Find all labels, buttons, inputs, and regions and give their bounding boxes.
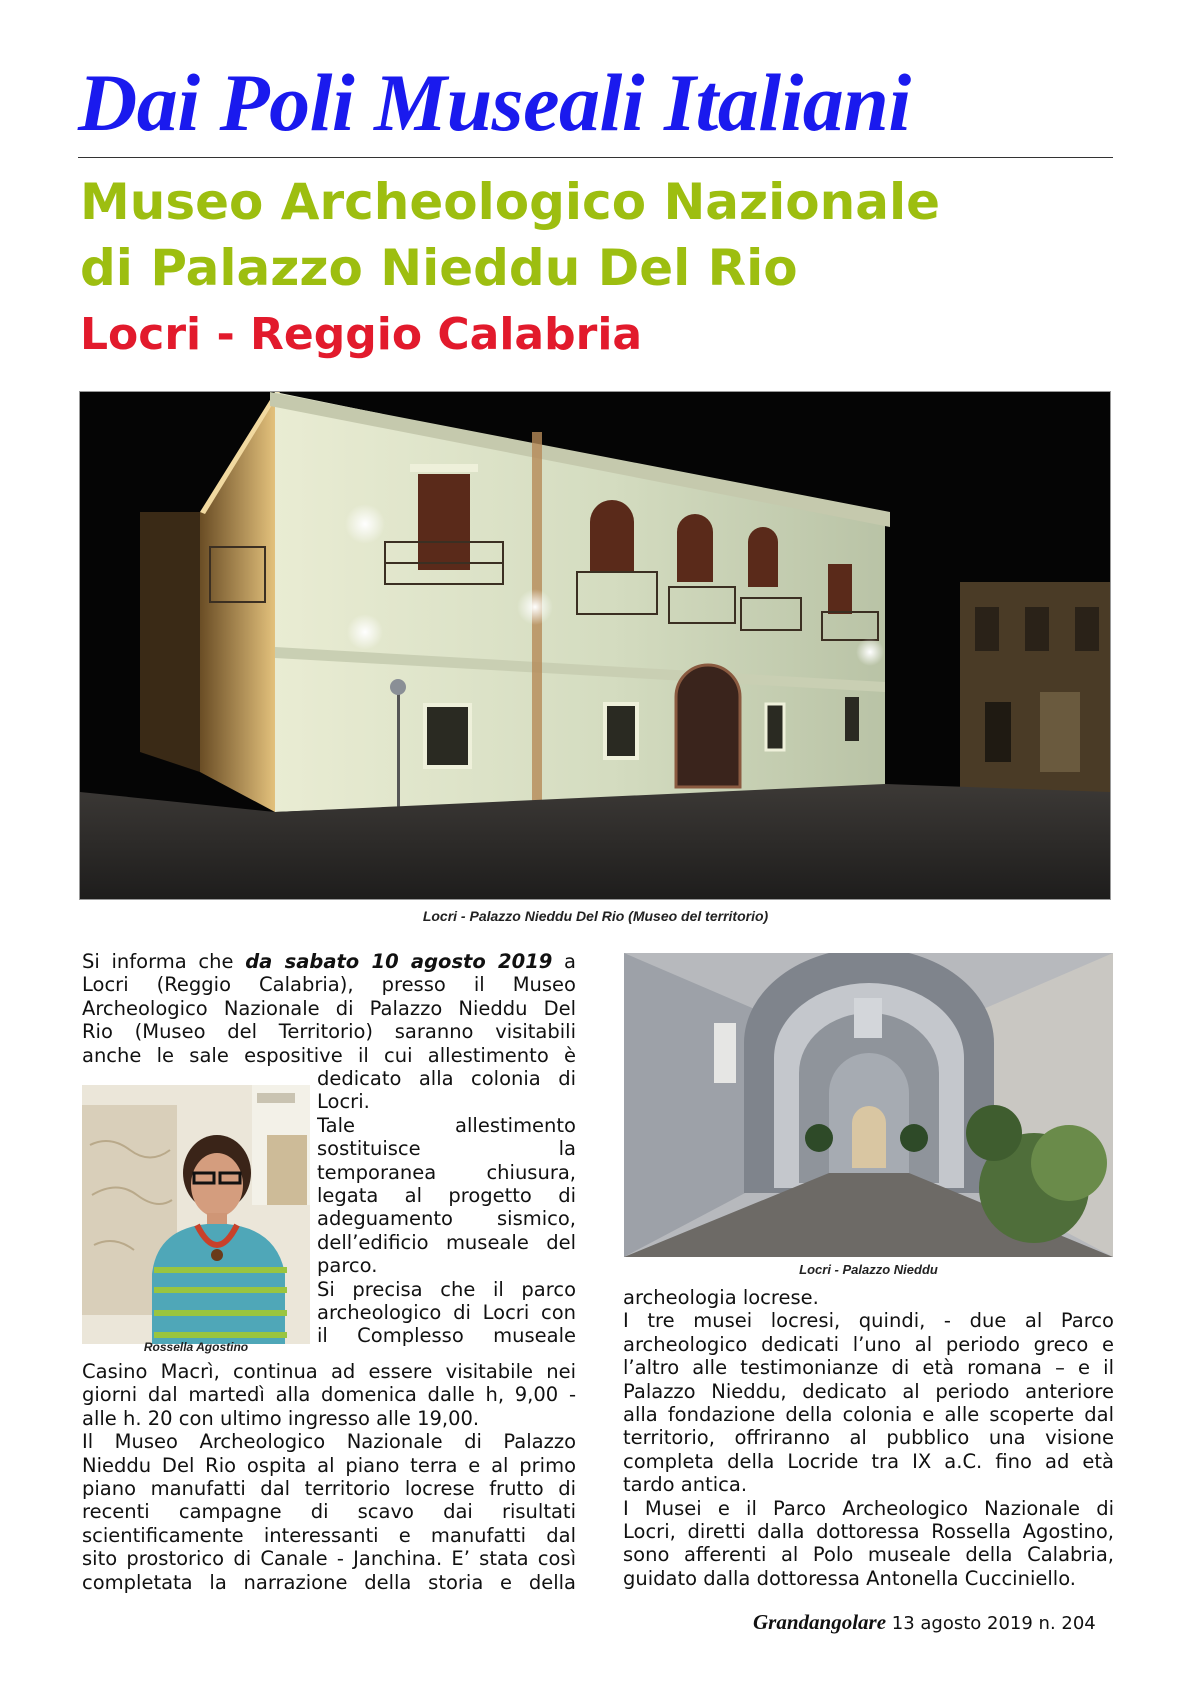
text-line: recenti campagne di scavo dai risultati xyxy=(82,1500,576,1524)
text-line: I tre musei locresi, quindi, - due al Parco xyxy=(623,1309,1114,1333)
text-line: Tale allestimento xyxy=(317,1113,576,1137)
palazzo-nieddu-corridor-photo xyxy=(624,953,1113,1257)
main-photo-caption: Locri - Palazzo Nieddu Del Rio (Museo del territorio) xyxy=(422,908,769,924)
text-line: alla fondazione della colonia e alle scoperte dal xyxy=(623,1402,1114,1426)
text-line: Casino Macrì, continua ad essere visitabile nei xyxy=(82,1360,576,1383)
text-line: Rio (Museo del Territorio) saranno visitabili xyxy=(82,1020,576,1044)
text-line: completata la narrazione della storia e della xyxy=(82,1570,576,1594)
text-line: Palazzo Nieddu, dedicato al periodo anteriore xyxy=(623,1379,1114,1403)
rossella-agostino-photo xyxy=(82,1085,310,1344)
text-line: dell’edificio museale del xyxy=(317,1230,576,1254)
text-line: sono afferenti al Polo museale della Calabria, xyxy=(623,1543,1114,1567)
text-line: il Complesso museale xyxy=(317,1324,576,1348)
text-line: Si precisa che il parco xyxy=(317,1277,576,1301)
text-line: archeologia locrese. xyxy=(623,1286,819,1309)
text-line: I Musei e il Parco Archeologico Nazionale di xyxy=(623,1496,1114,1520)
article-column-1-wrap xyxy=(317,1067,576,1348)
text-line: dedicato alla colonia di xyxy=(317,1067,576,1090)
text-line: territorio, offriranno al pubblico una visione xyxy=(623,1426,1114,1450)
text-line: tardo antica. xyxy=(623,1473,748,1497)
magazine-name: Grandangolare xyxy=(753,1610,887,1634)
text-line: piano manufatti dal territorio locrese frutto di xyxy=(82,1476,576,1500)
text-line: sostituisce la xyxy=(317,1137,576,1161)
text-line: alle h. 20 con ultimo ingresso alle 19,00. xyxy=(82,1406,480,1430)
text-line: parco. xyxy=(317,1254,378,1278)
title-rule xyxy=(78,157,1113,158)
text-line: legata al progetto di xyxy=(317,1183,576,1207)
text-line: Si informa che da sabato 10 agosto 2019 a xyxy=(82,950,576,973)
article-column-1-bottom xyxy=(82,1360,576,1594)
text-line: completa della Locride tra IX a.C. fino ad età xyxy=(623,1449,1114,1473)
corridor-photo-caption: Locri - Palazzo Nieddu xyxy=(799,1262,938,1277)
text-line: archeologico dedicati l’uno al periodo greco e xyxy=(623,1332,1114,1356)
museum-name-line-2: di Palazzo Nieddu Del Rio xyxy=(80,239,798,297)
text-line: archeologico di Locri con xyxy=(317,1300,576,1324)
article-column-1-top xyxy=(82,950,576,1067)
portrait-caption: Rossella Agostino xyxy=(143,1340,249,1354)
text-line: anche le sale espositive il cui allestimento è xyxy=(82,1043,576,1067)
palazzo-night-photo xyxy=(79,391,1111,900)
article-column-2 xyxy=(623,1286,1114,1590)
text-line: Il Museo Archeologico Nazionale di Palazzo xyxy=(82,1430,576,1454)
text-line: Locri (Reggio Calabria), presso il Museo xyxy=(82,973,576,997)
text-line: Locri. xyxy=(317,1090,370,1114)
issue-info: 13 agosto 2019 n. 204 xyxy=(886,1613,1096,1634)
text-line: temporanea chiusura, xyxy=(317,1160,576,1184)
location-heading: Locri - Reggio Calabria xyxy=(80,309,643,360)
text-line: giorni dal martedì alla domenica dalle h, 9,00 - xyxy=(82,1383,576,1407)
text-line: l’altro alle testimonianze di età romana – e il xyxy=(623,1356,1114,1380)
corridor-illustration xyxy=(624,953,1113,1257)
text-line: guidato dalla dottoressa Antonella Cucciniello. xyxy=(623,1566,1076,1590)
text-line: Nieddu Del Rio ospita al piano terra e al primo xyxy=(82,1453,576,1477)
text-line: Archeologico Nazionale di Palazzo Nieddu Del xyxy=(82,996,576,1020)
text-line: sito prostorico di Canale - Janchina. E’ stata così xyxy=(82,1547,576,1571)
text-line: Locri, diretti dalla dottoressa Rossella Agostino, xyxy=(623,1519,1114,1543)
text-line: adeguamento sismico, xyxy=(317,1207,576,1231)
page-title: Dai Poli Museali Italiani xyxy=(78,57,911,148)
text-line: scientificamente interessanti e manufatti dal xyxy=(82,1523,576,1547)
palazzo-facade-illustration xyxy=(80,392,1110,899)
portrait-illustration xyxy=(82,1085,310,1344)
museum-name-line-1: Museo Archeologico Nazionale xyxy=(80,173,941,231)
page-footer xyxy=(753,1610,1096,1635)
date-highlight: da sabato 10 agosto 2019 xyxy=(245,950,553,973)
